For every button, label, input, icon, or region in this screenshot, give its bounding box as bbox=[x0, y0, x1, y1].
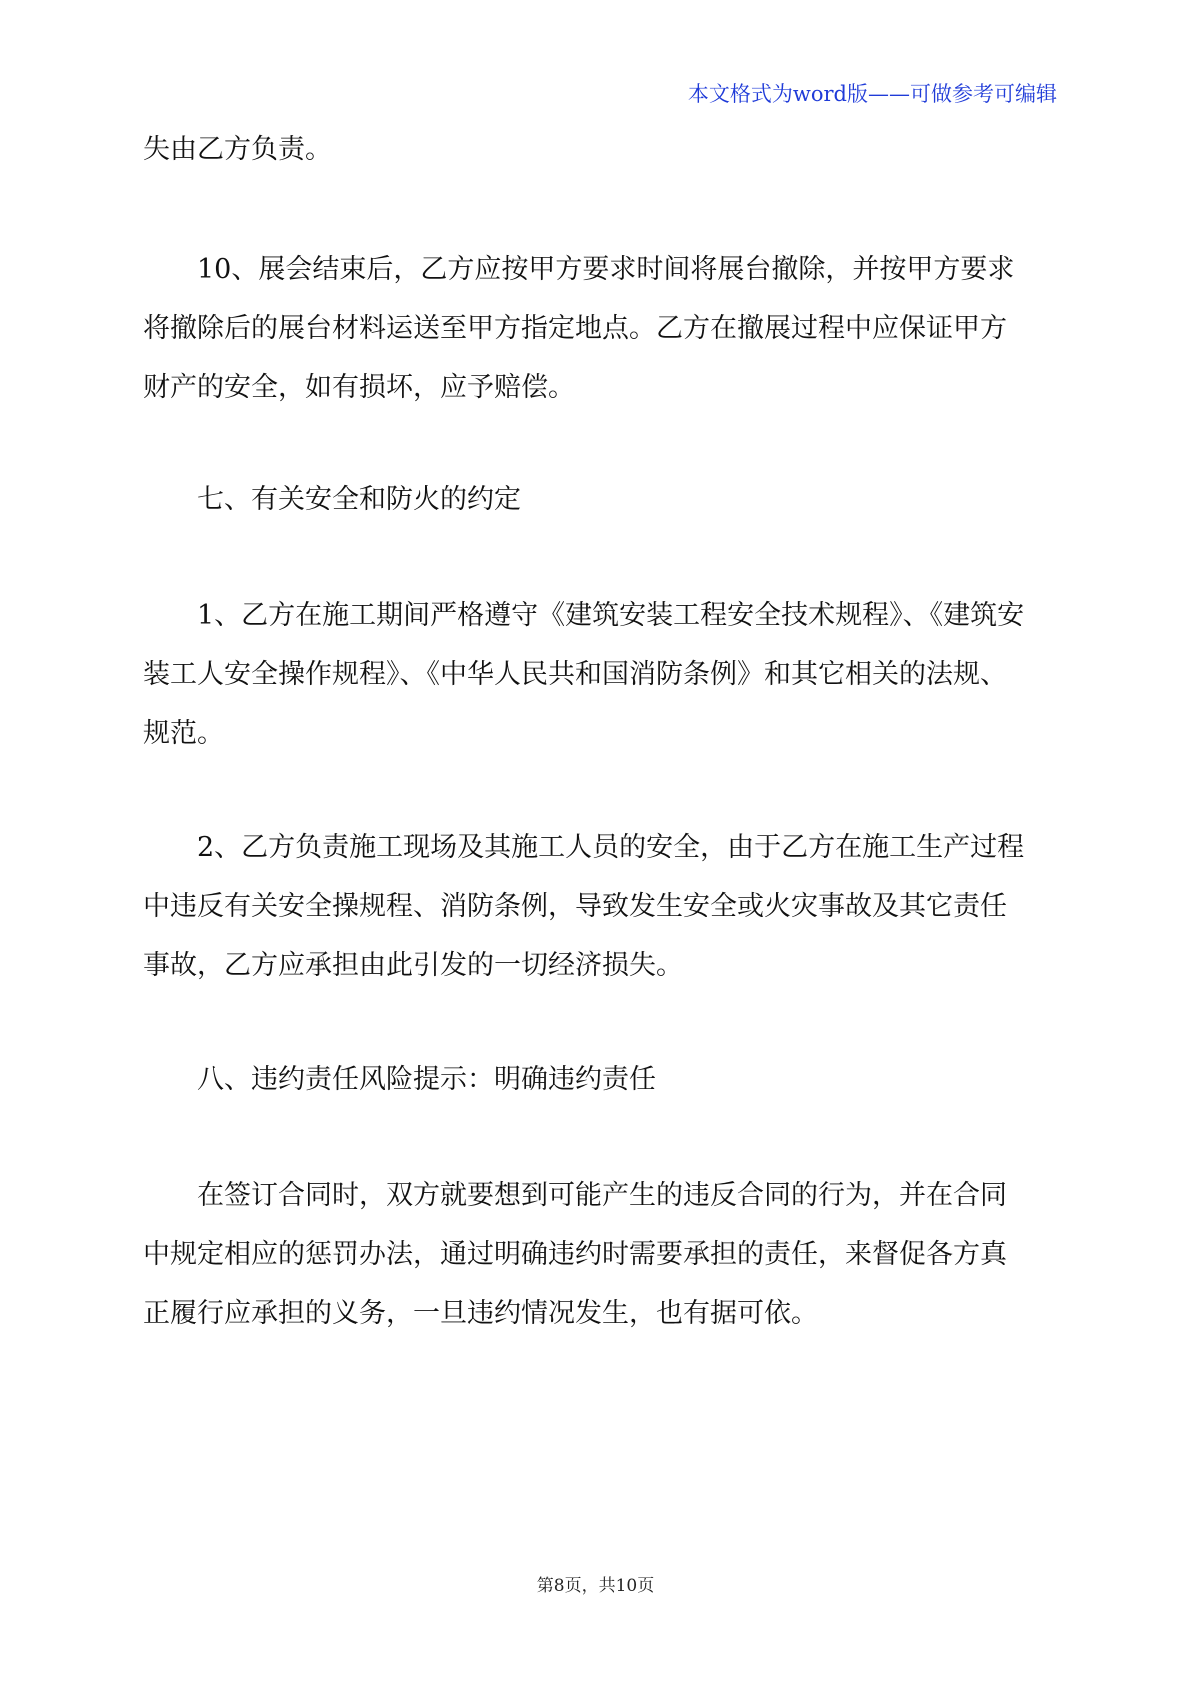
paragraph-line: 正履行应承担的义务，一旦违约情况发生，也有据可依。 bbox=[143, 1298, 818, 1329]
header-note: 本文格式为word版——可做参考可编辑 bbox=[687, 82, 1057, 106]
section-heading-liability bbox=[143, 1050, 1063, 1109]
paragraph-line: 事故，乙方应承担由此引发的一切经济损失。 bbox=[143, 950, 683, 981]
paragraph-line: 装工人安全操作规程》、《中华人民共和国消防条例》和其它相关的法规、 bbox=[143, 659, 1007, 690]
paragraph-clause-10 bbox=[143, 240, 1063, 417]
paragraph-liability bbox=[143, 1166, 1063, 1343]
paragraph-line: 财产的安全，如有损坏，应予赔偿。 bbox=[143, 372, 575, 403]
paragraph-line: 1、乙方在施工期间严格遵守《建筑安装工程安全技术规程》、《建筑安 bbox=[197, 600, 1025, 631]
paragraph-line: 在签订合同时，双方就要想到可能产生的违反合同的行为，并在合同 bbox=[197, 1180, 1007, 1211]
paragraph-line: 中规定相应的惩罚办法，通过明确违约时需要承担的责任，来督促各方真 bbox=[143, 1239, 1007, 1270]
section-heading: 八、违约责任风险提示：明确违约责任 bbox=[197, 1064, 656, 1095]
paragraph-line: 规范。 bbox=[143, 718, 224, 749]
paragraph-continuation bbox=[143, 120, 1063, 179]
section-heading: 七、有关安全和防火的约定 bbox=[197, 484, 521, 515]
section-heading-safety bbox=[143, 470, 1063, 529]
paragraph-line: 10、展会结束后，乙方应按甲方要求时间将展台撤除，并按甲方要求 bbox=[197, 254, 1015, 285]
paragraph-safety-item-2 bbox=[143, 818, 1063, 995]
paragraph-line: 2、乙方负责施工现场及其施工人员的安全，由于乙方在施工生产过程 bbox=[197, 832, 1025, 863]
paragraph-line: 将撤除后的展台材料运送至甲方指定地点。乙方在撤展过程中应保证甲方 bbox=[143, 313, 1007, 344]
paragraph-line: 中违反有关安全操规程、消防条例，导致发生安全或火灾事故及其它责任 bbox=[143, 891, 1007, 922]
paragraph-line: 失由乙方负责。 bbox=[143, 134, 332, 165]
page-number: 第8页，共10页 bbox=[536, 1576, 655, 1596]
paragraph-safety-item-1 bbox=[143, 586, 1063, 763]
